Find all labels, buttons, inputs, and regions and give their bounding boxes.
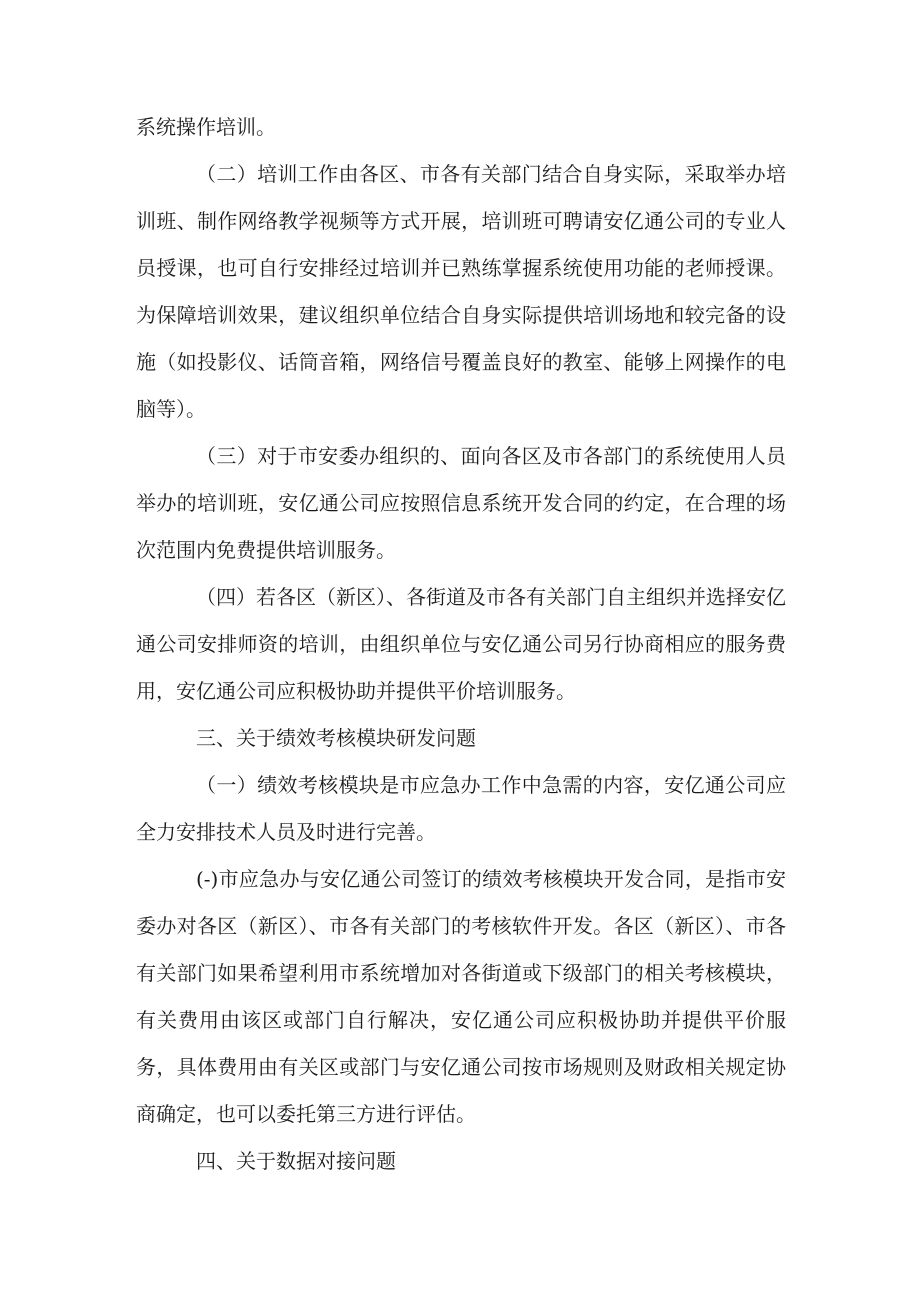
paragraph-item-3: （三）对于市安委办组织的、面向各区及市各部门的系统使用人员举办的培训班，安亿通公司应按照信息系统开发合同的约定，在合理的场次范围内免费提供培训服务。 [136,444,786,562]
section-heading-4: 四、关于数据对接问题 [196,1149,396,1173]
paragraph-item-4: （四）若各区（新区）、各街道及市各有关部门自主组织并选择安亿通公司安排师资的培训，由组织单位与安亿通公司另行协商相应的服务费用，安亿通公司应积极协助并提供平价培训服务。 [136,585,786,703]
paragraph-continuation: 系统操作培训。 [136,115,276,139]
document-body [136,104,786,1185]
paragraph-section3-item-2: (-)市应急办与安亿通公司签订的绩效考核模块开发合同，是指市安委办对各区（新区）、市各有关部门的考核软件开发。各区（新区）、市各有关部门如果希望利用市系统增加对各街道或下级部门的相关考核模块，有关费用由该区或部门自行解决，安亿通公司应积极协助并提供平价服务，具体费用由有关区或部门与安亿通公司按市场规则及财政相关规定协商确定，也可以委托第三方进行评估。 [136,867,786,1126]
paragraph-item-2: （二）培训工作由各区、市各有关部门结合自身实际，采取举办培训班、制作网络教学视频等方式开展，培训班可聘请安亿通公司的专业人员授课，也可自行安排经过培训并已熟练掌握系统使用功能的老师授课。为保障培训效果，建议组织单位结合自身实际提供培训场地和较完备的设施（如投影仪、话筒音箱，网络信号覆盖良好的教室、能够上网操作的电脑等）。 [136,162,786,421]
paragraph-section3-item-1: （一）绩效考核模块是市应急办工作中急需的内容，安亿通公司应全力安排技术人员及时进行完善。 [136,773,786,844]
section-heading-3: 三、关于绩效考核模块研发问题 [196,726,476,750]
